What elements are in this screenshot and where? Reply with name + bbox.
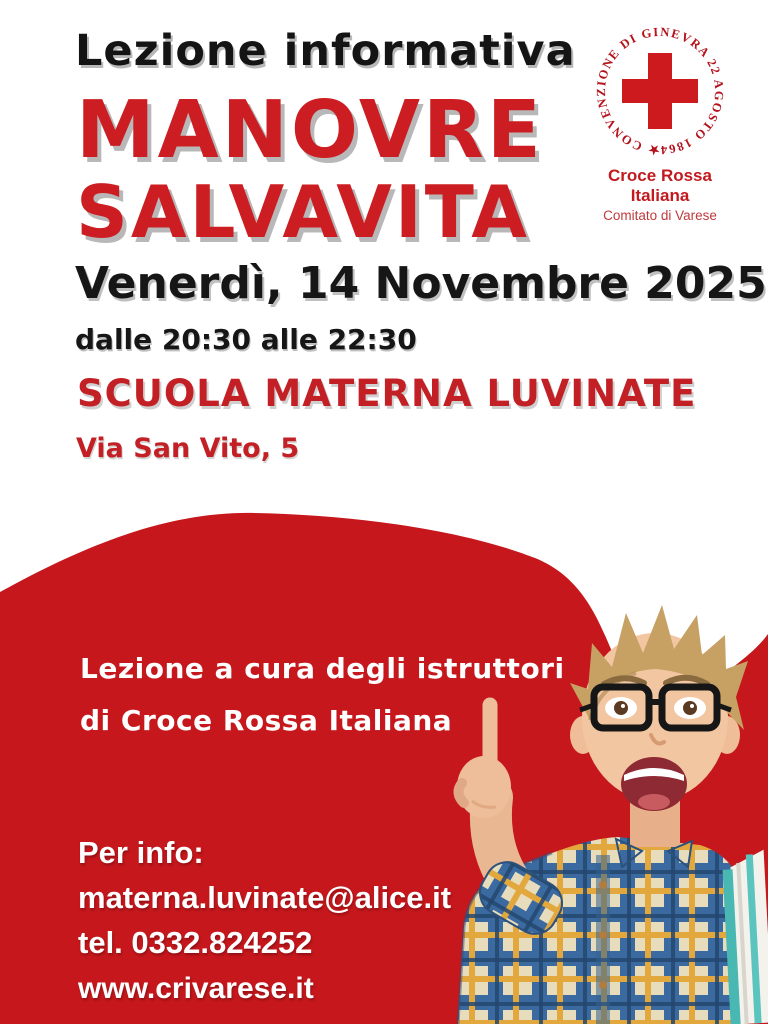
title-line-2: SALVAVITA [76, 170, 530, 254]
boy-face [570, 605, 748, 867]
supertitle: Lezione informativa [75, 26, 576, 76]
instructors-note-line-2: di Croce Rossa Italiana [80, 704, 453, 737]
event-venue: SCUOLA MATERNA LUVINATE [77, 372, 697, 415]
contact-heading: Per info: [78, 835, 204, 870]
instructors-note-line-1: Lezione a cura degli istruttori [80, 652, 565, 685]
logo-org-name: Croce Rossa Italiana [608, 166, 712, 205]
logo-committee: Comitato di Varese [603, 208, 717, 223]
website-url: www.crivarese.it [78, 972, 314, 1005]
red-cross-seal-icon [578, 22, 742, 160]
seal-ring-text: ★ CONVENZIONE DI GINEVRA 22 AGOSTO 1864 [594, 24, 727, 158]
contact-block [78, 830, 451, 965]
title-line-1: MANOVRE [76, 84, 544, 176]
event-address: Via San Vito, 5 [76, 433, 300, 464]
boy-pointing-photo [400, 555, 768, 1024]
event-time: dalle 20:30 alle 22:30 [75, 323, 417, 356]
contact-email: materna.luvinate@alice.it [78, 880, 452, 915]
cri-logo [578, 22, 742, 223]
event-date: Venerdì, 14 Novembre 2025 [75, 258, 767, 309]
contact-phone: tel. 0332.824252 [78, 925, 313, 960]
